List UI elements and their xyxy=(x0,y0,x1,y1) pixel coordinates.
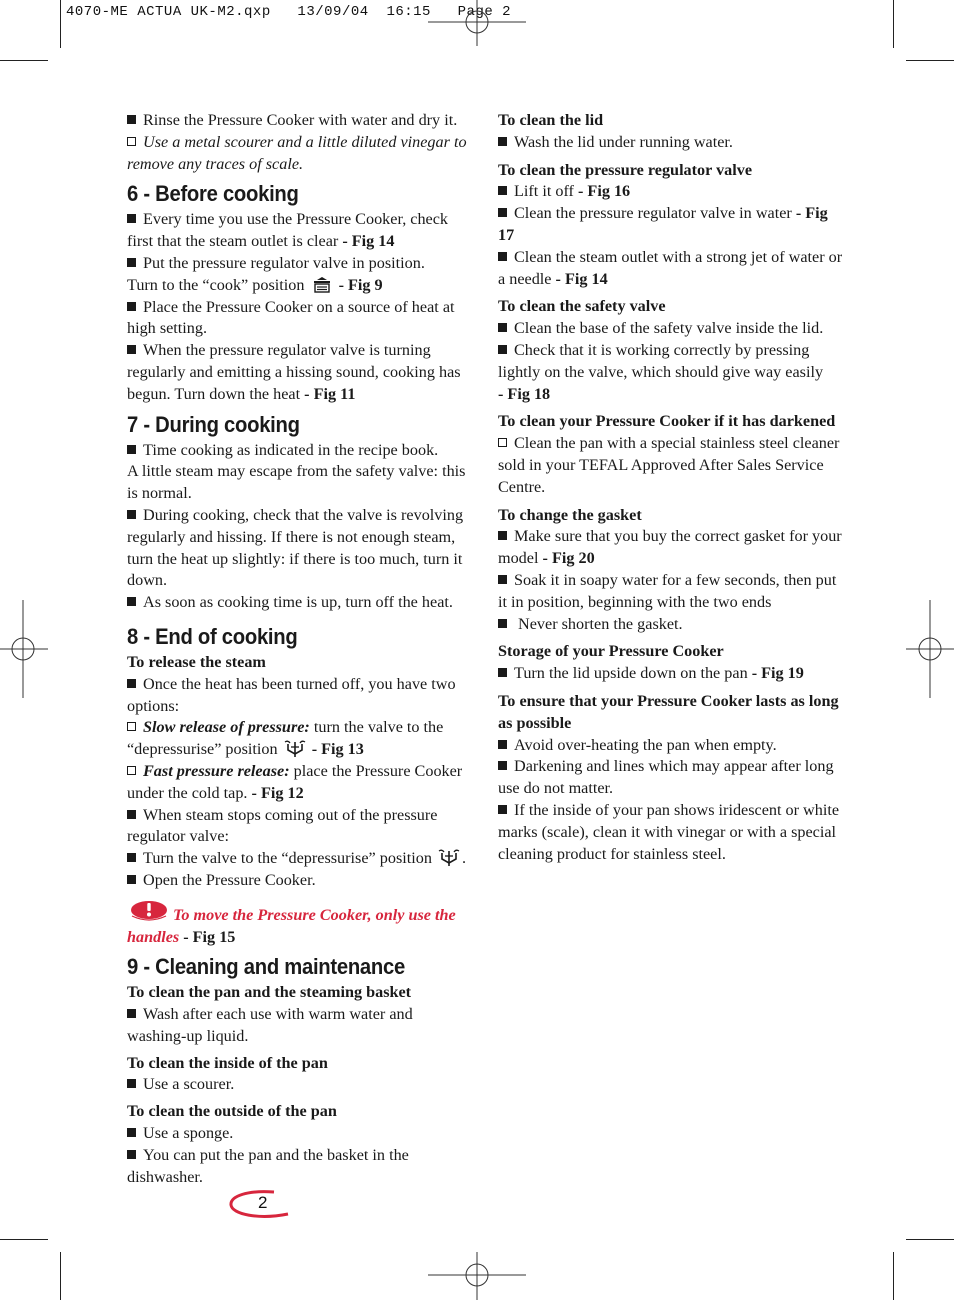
page-number: 2 xyxy=(228,1190,290,1220)
bullet-square-icon xyxy=(498,345,507,354)
section-title-cleaning-maintenance: 9 - Cleaning and maintenance xyxy=(127,954,405,980)
bullet-square-icon xyxy=(498,740,507,749)
bullet-square-icon xyxy=(127,345,136,354)
paragraph: Check that it is working correctly by pressing lightly on the valve, which should give way easily - Fig 18 xyxy=(498,340,824,403)
depressurise-position-icon xyxy=(284,740,306,758)
paragraph: Fast pressure release: place the Pressure Cooker under the cold tap. - Fig 12 xyxy=(127,761,463,802)
paragraph: Clean the pan with a special stainless steel cleaner sold in your TEFAL Approved After Sales Service Centre. xyxy=(498,434,840,496)
subheading: To clean the lid xyxy=(498,111,604,129)
paragraph: Open the Pressure Cooker. xyxy=(127,870,472,892)
crop-mark xyxy=(60,0,61,48)
bullet-square-icon xyxy=(498,619,507,628)
right-column xyxy=(498,110,843,865)
crop-mark xyxy=(0,1239,48,1240)
paragraph: Lift it off - Fig 16 xyxy=(498,181,843,203)
subheading: To ensure that your Pressure Cooker lasts as long as possible xyxy=(498,691,839,732)
bullet-square-icon xyxy=(127,445,136,454)
subheading: To clean your Pressure Cooker if it has darkened xyxy=(498,412,836,431)
bullet-square-icon xyxy=(127,1150,136,1159)
bullet-square-icon xyxy=(127,302,136,311)
subheading: To clean the pressure regulator valve xyxy=(498,160,753,179)
bullet-square-icon xyxy=(498,575,507,584)
subheading: To change the gasket xyxy=(498,505,642,524)
bullet-square-icon xyxy=(498,252,507,261)
bullet-square-icon xyxy=(127,1009,136,1018)
bullet-square-icon xyxy=(498,531,507,540)
bullet-square-icon xyxy=(498,137,507,146)
warning-icon xyxy=(129,900,169,922)
bullet-square-icon xyxy=(127,1079,136,1088)
crop-mark xyxy=(906,1239,954,1240)
subheading: Storage of your Pressure Cooker xyxy=(498,642,724,661)
paragraph: Turn the lid upside down on the pan - Fig 19 xyxy=(498,663,843,685)
paragraph: Clean the base of the safety valve inside the lid. xyxy=(498,318,843,340)
bullet-hollow-square-icon xyxy=(127,137,136,146)
bullet-square-icon xyxy=(127,679,136,688)
paragraph: Never shorten the gasket. xyxy=(498,614,843,636)
bullet-square-icon xyxy=(127,214,136,223)
bullet-hollow-square-icon xyxy=(127,766,136,775)
paragraph: Every time you use the Pressure Cooker, check first that the steam outlet is clear - Fig 14 xyxy=(127,210,449,251)
bullet-square-icon xyxy=(127,1128,136,1137)
paragraph: Darkening and lines which may appear after long use do not matter. xyxy=(498,757,834,798)
crop-mark xyxy=(906,60,954,61)
crop-mark xyxy=(893,0,894,48)
registration-mark-bottom xyxy=(428,1252,526,1300)
bullet-square-icon xyxy=(498,208,507,217)
paragraph: Use a sponge. xyxy=(127,1123,472,1145)
bullet-hollow-square-icon xyxy=(498,438,507,447)
bullet-square-icon xyxy=(498,805,507,814)
paragraph: Once the heat has been turned off, you have two options: xyxy=(127,674,456,715)
registration-mark-left xyxy=(0,600,48,698)
section-title-during-cooking: 7 - During cooking xyxy=(127,411,300,437)
rinse-instruction: Rinse the Pressure Cooker with water and dry it. xyxy=(127,110,472,132)
bullet-square-icon xyxy=(127,258,136,267)
paragraph: Turn to the “cook” position - Fig 9 xyxy=(127,275,383,294)
crop-mark xyxy=(0,60,48,61)
bullet-square-icon xyxy=(127,853,136,862)
subheading: To clean the pan and the steaming basket xyxy=(127,983,412,1002)
bullet-square-icon xyxy=(127,510,136,519)
paragraph: When steam stops coming out of the pressure regulator valve: xyxy=(127,805,438,846)
bullet-square-icon xyxy=(127,115,136,124)
left-column xyxy=(127,110,472,1188)
subheading: To release the steam xyxy=(127,652,266,671)
subheading: To clean the outside of the pan xyxy=(127,1102,337,1121)
bullet-square-icon xyxy=(127,810,136,819)
paragraph: Turn the valve to the “depressurise” position . xyxy=(127,848,472,870)
paragraph: A little steam may escape from the safety valve: this is normal. xyxy=(127,462,466,503)
paragraph: Avoid over-heating the pan when empty. xyxy=(498,735,843,757)
paragraph: Clean the steam outlet with a strong jet of water or a needle - Fig 14 xyxy=(498,247,843,288)
bullet-hollow-square-icon xyxy=(127,722,136,731)
paragraph: Place the Pressure Cooker on a source of heat at high setting. xyxy=(127,297,455,338)
paragraph: As soon as cooking time is up, turn off the heat. xyxy=(127,592,472,614)
bullet-square-icon xyxy=(127,597,136,606)
printer-slug: 4070-ME ACTUA UK-M2.qxp 13/09/04 16:15 Page 2 xyxy=(66,4,512,20)
bullet-square-icon xyxy=(498,186,507,195)
subheading: To clean the inside of the pan xyxy=(127,1053,328,1072)
cook-position-icon xyxy=(311,276,333,294)
bullet-square-icon xyxy=(498,761,507,770)
depressurise-position-icon xyxy=(438,849,460,867)
paragraph: Clean the pressure regulator valve in water - Fig 17 xyxy=(498,204,828,244)
crop-mark xyxy=(893,1252,894,1300)
paragraph: Put the pressure regulator valve in position. xyxy=(127,253,472,275)
bullet-square-icon xyxy=(127,875,136,884)
paragraph: Use a scourer. xyxy=(127,1074,472,1096)
paragraph: Soak it in soapy water for a few seconds, then put it in position, beginning with the two ends xyxy=(498,570,837,611)
paragraph: Wash the lid under running water. xyxy=(498,132,843,154)
paragraph: Make sure that you buy the correct gasket for your model - Fig 20 xyxy=(498,527,842,568)
section-title-before-cooking: 6 - Before cooking xyxy=(127,181,299,207)
paragraph: During cooking, check that the valve is revolving regularly and hissing. If there is not enough steam, turn the heat up slightly: if there is too much, turn it down. xyxy=(127,505,464,590)
registration-mark-right xyxy=(906,600,954,698)
registration-mark-top xyxy=(428,0,526,46)
crop-mark xyxy=(60,1252,61,1300)
paragraph: If the inside of your pan shows iridescent or white marks (scale), clean it with vinegar or with a special cleaning product for stainless steel. xyxy=(498,800,840,863)
bullet-square-icon xyxy=(498,668,507,677)
paragraph: Slow release of pressure: turn the valve to the “depressurise” position - Fig 13 xyxy=(127,718,444,759)
scale-tip: Use a metal scourer and a little diluted vinegar to remove any traces of scale. xyxy=(127,132,467,173)
bullet-square-icon xyxy=(498,323,507,332)
subheading: To clean the safety valve xyxy=(498,297,666,316)
paragraph: When the pressure regulator valve is turning regularly and emitting a hissing sound, cooking has begun. Turn down the heat - Fig 11 xyxy=(127,341,461,403)
paragraph: Wash after each use with warm water and washing-up liquid. xyxy=(127,1005,413,1045)
paragraph: Time cooking as indicated in the recipe book. xyxy=(127,440,472,462)
warning-note: To move the Pressure Cooker, only use the handles - Fig 15 xyxy=(127,900,472,949)
section-title-end-of-cooking: 8 - End of cooking xyxy=(127,623,298,649)
paragraph: You can put the pan and the basket in the dishwasher. xyxy=(127,1145,409,1186)
